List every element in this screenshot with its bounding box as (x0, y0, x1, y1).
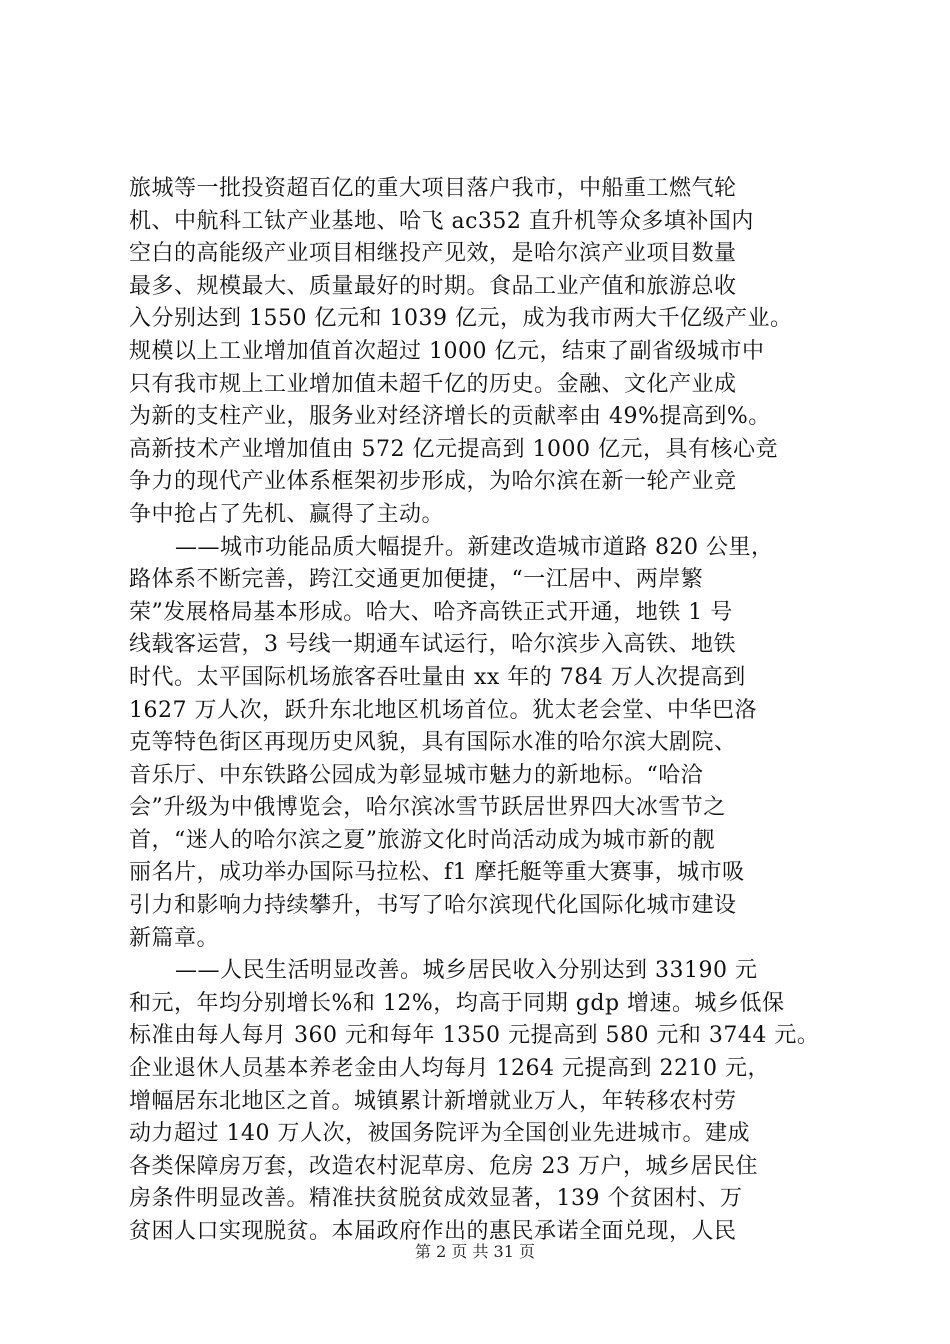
page-number-footer: 第 2 页 共 31 页 (415, 1242, 535, 1261)
text-line: 首，“迷人的哈尔滨之夏”旅游文化时尚活动成为城市新的靓 (129, 827, 715, 853)
text-line: 克等特色街区再现历史风貌，具有国际水准的哈尔滨大剧院、 (129, 730, 737, 756)
text-line: 最多、规模最大、质量最好的时期。食品工业产值和旅游总收 (129, 273, 737, 299)
text-line: 动力超过 140 万人次，被国务院评为全国创业先进城市。建成 (129, 1121, 750, 1147)
text-line: 贫困人口实现脱贫。本届政府作出的惠民承诺全面兑现，人民 (129, 1219, 737, 1244)
text-line: 线载客运营，3 号线一期通车试运行，哈尔滨步入高铁、地铁 (129, 632, 736, 658)
text-line: 旅城等一批投资超百亿的重大项目落户我市，中船重工燃气轮 (129, 176, 737, 201)
text-line: 新篇章。 (129, 925, 220, 951)
text-line: 丽名片，成功举办国际马拉松、f1 摩托艇等重大赛事，城市吸 (129, 860, 745, 886)
text-line: 为新的支柱产业，服务业对经济增长的贡献率由 49%提高到%。 (129, 404, 771, 430)
text-line: 会”升级为中俄博览会，哈尔滨冰雪节跃居世界四大冰雪节之 (129, 795, 726, 821)
text-line: 争力的现代产业体系框架初步形成，为哈尔滨在新一轮产业竞 (129, 469, 737, 495)
body-text (129, 173, 864, 1249)
text-line: 只有我市规上工业增加值未超千亿的历史。金融、文化产业成 (129, 371, 737, 397)
text-line: 荣”发展格局基本形成。哈大、哈齐高铁正式开通，地铁 1 号 (129, 599, 733, 625)
text-line: 房条件明显改善。精准扶贫脱贫成效显著，139 个贫困村、万 (129, 1186, 743, 1212)
text-line: 引力和影响力持续攀升，书写了哈尔滨现代化国际化城市建设 (129, 893, 737, 919)
text-line: 空白的高能级产业项目相继投产见效，是哈尔滨产业项目数量 (129, 241, 737, 267)
text-line: 各类保障房万套，改造农村泥草房、危房 23 万户，城乡居民住 (129, 1153, 758, 1179)
paragraph-start-line: ——人民生活明显改善。城乡居民收入分别达到 33190 元 (175, 958, 758, 984)
text-line: 争中抢占了先机、赢得了主动。 (129, 501, 445, 527)
text-line: 音乐厅、中东铁路公园成为彰显城市魅力的新地标。“哈洽 (129, 762, 704, 788)
text-line: 入分别达到 1550 亿元和 1039 亿元，成为我市两大千亿级产业。 (129, 306, 793, 332)
text-line: 机、中航科工钛产业基地、哈飞 ac352 直升机等众多填补国内 (129, 208, 754, 234)
text-line: 标准由每人每月 360 元和每年 1350 元提高到 580 元和 3744 元。 (129, 1023, 820, 1049)
text-line: 企业退休人员基本养老金由人均每月 1264 元提高到 2210 元， (129, 1056, 770, 1082)
paragraph-start-line: ——城市功能品质大幅提升。新建改造城市道路 820 公里， (175, 534, 774, 560)
text-line: 和元，年均分别增长%和 12%，均高于同期 gdp 增速。城乡低保 (129, 990, 785, 1016)
text-line: 规模以上工业增加值首次超过 1000 亿元，结束了副省级城市中 (129, 338, 765, 364)
text-line: 1627 万人次，跃升东北地区机场首位。犹太老会堂、中华巴洛 (129, 697, 757, 723)
text-line: 高新技术产业增加值由 572 亿元提高到 1000 亿元，具有核心竞 (129, 436, 778, 462)
text-line: 时代。太平国际机场旅客吞吐量由 xx 年的 784 万人次提高到 (129, 664, 746, 690)
text-line: 增幅居东北地区之首。城镇累计新增就业万人，年转移农村劳 (129, 1088, 737, 1114)
text-line: 路体系不断完善，跨江交通更加便捷，“一江居中、两岸繁 (129, 567, 704, 593)
